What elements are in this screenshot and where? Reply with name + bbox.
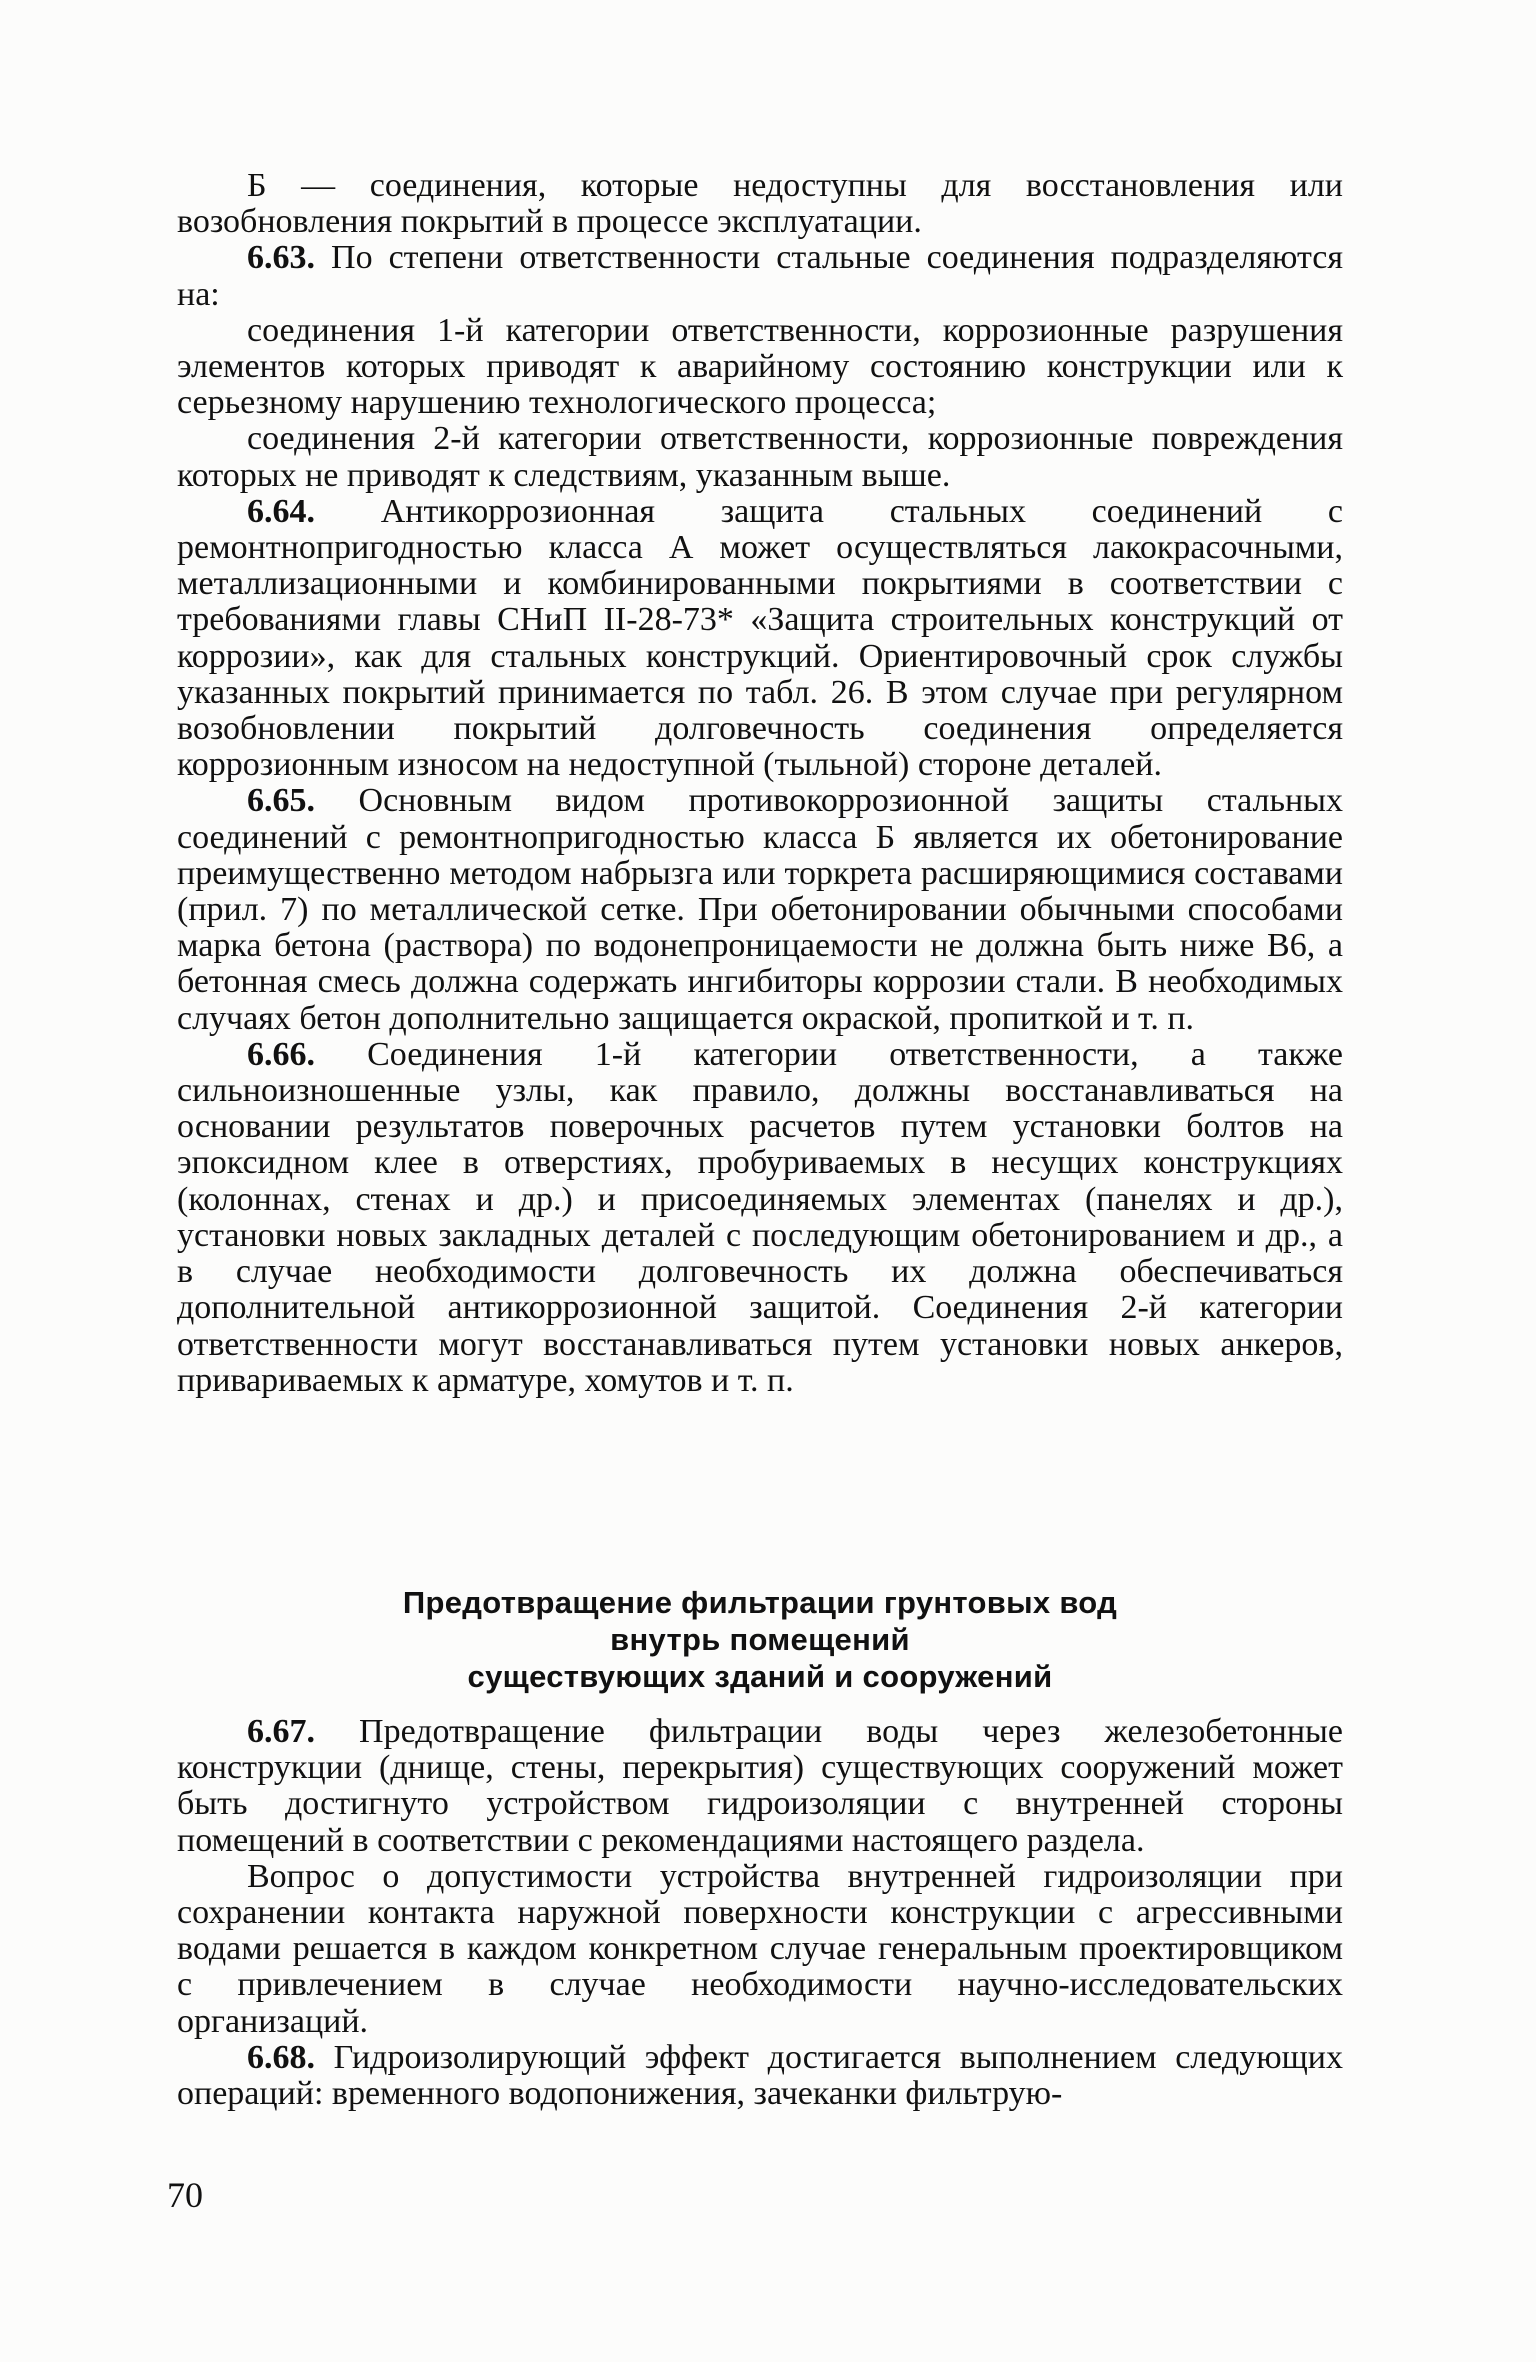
paragraph-text: Б — соединения, которые недоступны для восстановления или возобновления покрытий в процессе эксплуатации. [177,167,1343,241]
heading-line: существующих зданий и сооружений [467,1659,1053,1694]
paragraph-6-64 [177,494,1343,784]
paragraph-text: Предотвращение фильтрации воды через железобетонные конструкции (днище, стены, перекрытия) существующих сооружений может быть достигнуто устройством гидроизоляции с внутренней стороны помещений в соответствии с рекомендациями настоящего раздела. [177,1713,1343,1859]
section-heading [177,1584,1343,1695]
paragraph-number: 6.64. [247,492,315,530]
paragraph-b-connections [177,168,1343,240]
paragraph-6-65 [177,783,1343,1036]
heading-line: Предотвращение фильтрации грунтовых вод [402,1585,1118,1620]
paragraph-6-63 [177,240,1343,312]
paragraph-number: 6.66. [247,1035,315,1073]
paragraph-text: соединения 1-й категории ответственности, коррозионные разрушения элементов которых приводят к аварийному состоянию конструкции или к серьезному нарушению технологического процесса; [177,311,1343,422]
paragraph-text: По степени ответственности стальные соединения подразделяются на: [177,239,1343,313]
paragraph-6-67 [177,1714,1343,1859]
paragraph-text: Гидроизолирующий эффект достигается выполнением следующих операций: временного водопонижения, зачеканки фильтрую- [177,2038,1343,2113]
paragraph-6-68 [177,2040,1343,2112]
paragraph-6-66 [177,1037,1343,1399]
paragraph-text: Соединения 1-й категории ответственности, а также сильноизношенные узлы, как правило, должны восстанавливаться на основании результатов поверочных расчетов путем установки болтов на эпоксидном клее в отверстиях, пробуриваемых в несущих конструкциях (колоннах, стенах и др.) и присоединяемых элементах (панелях и др.), установки новых закладных деталей с последующим обетонированием и др., а в случае необходимости долговечность их должна обеспечиваться дополнительной антикоррозионной защитой. Соединения 2-й категории ответственности могут восстанавливаться путем установки новых анкеров, привариваемых к арматуре, хомутов и т. п. [177,1035,1343,1399]
text-section-bottom [177,1714,1343,2112]
paragraph-number: 6.67. [247,1713,315,1750]
paragraph-text: Антикоррозионная защита стальных соединений с ремонтнопригодностью класса А может осуществляться лакокрасочными, металлизационными и комбинированными покрытиями в соответствии с требованиями главы СНиП II-28-73* «Защита строительных конструкций от коррозии», как для стальных конструкций. Ориентировочный срок службы указанных покрытий принимается по табл. 26. В этом случае при регулярном возобновлении покрытий долговечность соединения определяется коррозионным износом на недоступной (тыльной) стороне деталей. [177,492,1343,784]
paragraph-category-1 [177,313,1343,422]
paragraph-text: соединения 2-й категории ответственности, коррозионные повреждения которых не приводят к следствиям, указанным выше. [177,420,1343,494]
text-section-top [177,168,1343,1399]
paragraph-number: 6.68. [247,2038,315,2076]
paragraph-category-2 [177,421,1343,493]
page-number: 70 [167,2175,203,2215]
paragraph-number: 6.65. [247,782,315,820]
paragraph-internal-waterproofing [177,1859,1343,2040]
paragraph-text: Основным видом противокоррозионной защиты стальных соединений с ремонтнопригодностью класса Б является их обетонирование преимущественно методом набрызга или торкрета расширяющимися составами (прил. 7) по металлической сетке. При обетонировании обычными способами марка бетона (раствора) по водонепроницаемости не должна быть ниже В6, а бетонная смесь должна содержать ингибиторы коррозии стали. В необходимых случаях бетон дополнительно защищается окраской, пропиткой и т. п. [177,782,1343,1037]
heading-line: внутрь помещений [610,1622,910,1657]
paragraph-number: 6.63. [247,239,315,277]
paragraph-text: Вопрос о допустимости устройства внутренней гидроизоляции при сохранении контакта наружной поверхности конструкции с агрессивными водами решается в каждом конкретном случае генеральным проектировщиком с привлечением в случае необходимости научно-исследовательских организаций. [177,1857,1343,2040]
